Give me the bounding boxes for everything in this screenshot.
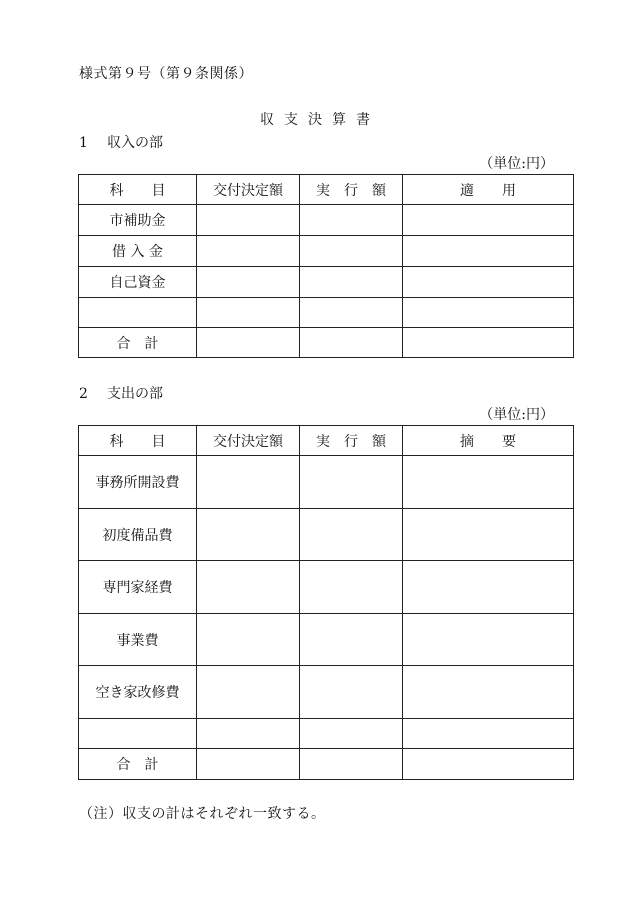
column-header-summary: 摘 要 — [403, 426, 574, 456]
table-cell[interactable] — [403, 614, 574, 666]
table-row — [79, 236, 574, 267]
table-cell[interactable] — [403, 205, 574, 236]
row-label: 借 入 金 — [79, 236, 197, 267]
row-label: 空き家改修費 — [79, 666, 197, 719]
expense-header-row — [79, 426, 574, 456]
table-cell[interactable] — [403, 298, 574, 328]
table-cell[interactable] — [403, 666, 574, 719]
column-header-actual-amount: 実 行 額 — [300, 175, 403, 205]
row-label: 初度備品費 — [79, 509, 197, 561]
table-row — [79, 456, 574, 509]
row-label: 専門家経費 — [79, 561, 197, 614]
table-cell[interactable] — [403, 749, 574, 780]
income-section-heading — [79, 132, 163, 152]
table-cell[interactable] — [403, 328, 574, 358]
row-label: 自己資金 — [79, 267, 197, 298]
document-title: 収支決算書 — [260, 112, 380, 128]
table-cell[interactable] — [197, 236, 300, 267]
income-unit-label: （単位:円） — [479, 156, 554, 172]
table-row — [79, 509, 574, 561]
table-cell[interactable] — [300, 561, 403, 614]
table-cell[interactable] — [403, 267, 574, 298]
table-cell[interactable] — [197, 666, 300, 719]
table-cell[interactable] — [197, 509, 300, 561]
table-cell[interactable] — [197, 267, 300, 298]
table-cell[interactable] — [300, 666, 403, 719]
table-cell[interactable] — [197, 614, 300, 666]
table-cell[interactable] — [197, 456, 300, 509]
income-total-row — [79, 328, 574, 358]
table-row — [79, 267, 574, 298]
table-cell[interactable] — [300, 267, 403, 298]
row-label: 事業費 — [79, 614, 197, 666]
row-label-total: 合 計 — [79, 328, 197, 358]
table-cell[interactable] — [197, 749, 300, 780]
expense-total-row — [79, 749, 574, 780]
table-row — [79, 614, 574, 666]
row-label: 事務所開設費 — [79, 456, 197, 509]
table-cell[interactable] — [403, 509, 574, 561]
income-header-row — [79, 175, 574, 205]
column-header-actual-amount: 実 行 額 — [300, 426, 403, 456]
expense-section-heading — [79, 383, 163, 403]
table-cell[interactable] — [197, 205, 300, 236]
table-cell[interactable] — [300, 328, 403, 358]
income-table — [78, 174, 574, 358]
table-cell[interactable] — [403, 456, 574, 509]
table-cell[interactable] — [300, 614, 403, 666]
table-row — [79, 719, 574, 749]
table-cell[interactable] — [197, 328, 300, 358]
table-row — [79, 561, 574, 614]
income-section-title: 収入の部 — [107, 135, 163, 151]
table-row — [79, 666, 574, 719]
row-label: 市補助金 — [79, 205, 197, 236]
table-cell[interactable] — [300, 236, 403, 267]
table-cell[interactable] — [300, 456, 403, 509]
row-label-total: 合 計 — [79, 749, 197, 780]
table-cell[interactable] — [197, 561, 300, 614]
table-cell[interactable] — [300, 205, 403, 236]
table-cell[interactable] — [197, 298, 300, 328]
table-cell[interactable] — [197, 719, 300, 749]
column-header-decided-amount: 交付決定額 — [197, 175, 300, 205]
table-cell[interactable] — [403, 719, 574, 749]
table-cell[interactable] — [300, 749, 403, 780]
expense-unit-label: （単位:円） — [479, 407, 554, 423]
row-label — [79, 719, 197, 749]
row-label — [79, 298, 197, 328]
column-header-subject: 科 目 — [79, 426, 197, 456]
table-cell[interactable] — [300, 298, 403, 328]
column-header-subject: 科 目 — [79, 175, 197, 205]
form-number: 様式第９号（第９条関係） — [79, 66, 253, 82]
expense-table — [78, 425, 574, 780]
table-cell[interactable] — [300, 509, 403, 561]
footnote: （注）収支の計はそれぞれ一致する。 — [79, 806, 326, 822]
column-header-remarks: 適 用 — [403, 175, 574, 205]
expense-section-number: 2 — [79, 386, 88, 402]
column-header-decided-amount: 交付決定額 — [197, 426, 300, 456]
expense-section-title: 支出の部 — [107, 386, 163, 402]
table-row — [79, 205, 574, 236]
table-cell[interactable] — [300, 719, 403, 749]
table-cell[interactable] — [403, 561, 574, 614]
income-section-number: 1 — [79, 135, 88, 151]
table-cell[interactable] — [403, 236, 574, 267]
table-row — [79, 298, 574, 328]
